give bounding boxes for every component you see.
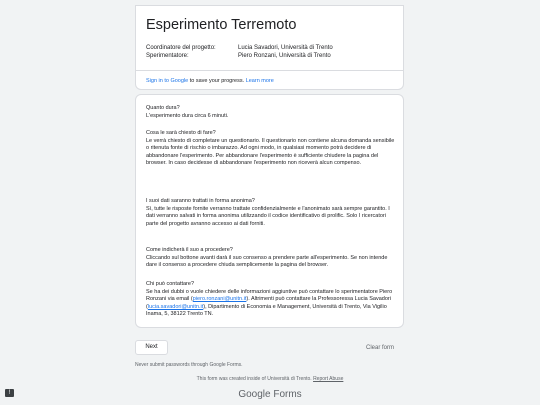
experimenter-label: Sperimentatore: (146, 53, 189, 59)
created-text: This form was created inside of Università di Trento. (196, 376, 314, 382)
contact-text-1: Se ha dei dubbi o vuole chiedere delle informazioni aggiuntive può contattare lo sperimentatore Piero Ronzani via email ( (146, 288, 393, 303)
experimenter-row (146, 52, 331, 60)
task-answer: Le verrà chiesto di completare un questionario. Il questionario non contiene alcuna domanda sensibile o ritenuta fonte di rischio o imbarazzo. Ad ogni modo, in qualsiasi momento potrà decidere di abbandonare l'esperimento. Per abbandonare l'esperimento è sufficiente chiudere la pagina del browser. In caso decidesse di abbandonare l'esperimento non riceverà alcun compenso. (146, 137, 395, 167)
signin-notice (146, 77, 274, 85)
coordinator-value: Lucia Savadori, Università di Trento (238, 45, 333, 51)
google-forms-logo[interactable]: Google Forms (238, 389, 302, 400)
duration-answer: L'esperimento dura circa 6 minuti. (146, 112, 229, 119)
experimenter-value: Piero Ronzani, Università di Trento (238, 53, 331, 59)
coordinator-row (146, 44, 333, 52)
report-abuse-link[interactable]: Report Abuse (313, 376, 344, 382)
clear-form-button[interactable]: Clear form (366, 345, 395, 351)
contact-answer (146, 289, 398, 319)
next-button[interactable]: Next (135, 340, 168, 355)
contact-text-3: ), Dipartimento di Economia e Management, Università di Trento, Via Vigilio Inama, 5, 38122 Trento TN. (146, 303, 387, 318)
feedback-icon[interactable]: ! (5, 389, 14, 397)
data-question: I suoi dati saranno trattati in forma anonima? (146, 198, 255, 204)
form-description-card (135, 94, 404, 328)
coordinator-label: Coordinatore del progetto: (146, 45, 216, 51)
contact-question: Chi può contattare? (146, 281, 195, 287)
consent-answer: Cliccando sul bottone avanti darà il suo consenso a prendere parte all'esperimento. Se non intende dare il consenso a procedere chiuda semplicemente la pagina del browser. (146, 254, 388, 269)
form-header-card (135, 5, 404, 90)
learn-more-link[interactable]: Learn more (245, 78, 274, 84)
contact-text-2: ). Altrimenti può contattare la Professoressa Lucia Savadori ( (146, 296, 391, 310)
data-answer: Sì, tutte le risposte fornite verranno trattate confidenzialmente e l'anonimato sarà sempre garantito. I dati verranno salvati in forma anonima utilizzando il codice identificativo di prolific. Solo I ricercatori parte del progetto avranno accesso ai dati forniti. (146, 205, 390, 227)
data-section (146, 198, 398, 228)
password-warning: Never submit passwords through Google Forms. (135, 362, 243, 368)
created-notice (0, 376, 540, 383)
form-title: Esperimento Terremoto (146, 17, 297, 33)
email-link-ronzani[interactable]: piero.ronzani@unitn.it (192, 296, 247, 303)
consent-question: Come indicherà il suo a procedere? (146, 247, 233, 253)
email-link-savadori[interactable]: lucia.savadori@unitn.it (147, 303, 204, 310)
signin-link[interactable]: Sign in to Google (146, 78, 189, 84)
task-section (146, 130, 398, 168)
duration-section (146, 105, 398, 120)
contact-section (146, 281, 398, 319)
consent-section (146, 247, 398, 270)
header-divider (136, 70, 403, 71)
signin-text: to save your progress. (188, 78, 246, 84)
task-question: Cosa le sarà chiesto di fare? (146, 130, 216, 136)
duration-question: Quanto dura? (146, 105, 180, 111)
